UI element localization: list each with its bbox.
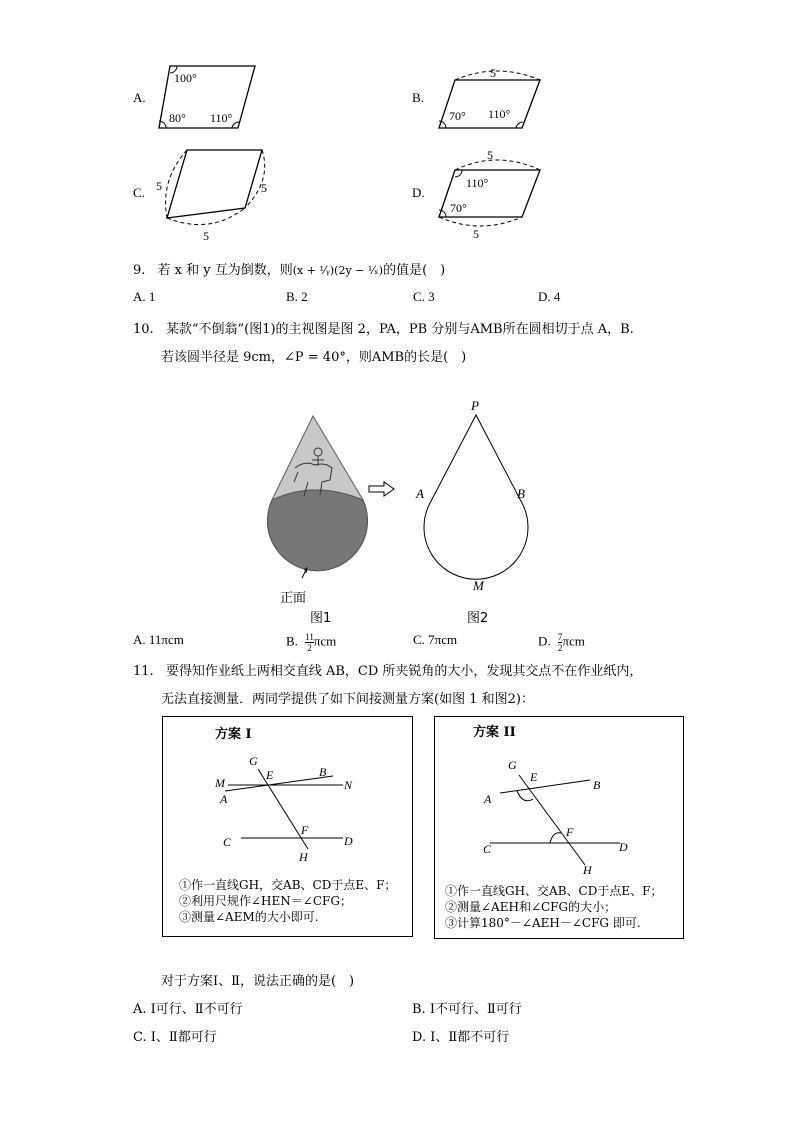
- q10-number: 10.: [133, 322, 154, 337]
- q10-figure2-caption: 图2: [467, 611, 489, 626]
- scheme2-step1: ①作一直线GH、交AB、CD于点E、F；: [445, 884, 663, 898]
- q8d-bottom-length: 5: [473, 227, 479, 240]
- q10-option-d-fraction: $\frac{7}{2}$: [557, 632, 563, 653]
- q9-number: 9.: [133, 263, 146, 278]
- q8d-top-length: 5: [487, 148, 493, 162]
- scheme1-step1: ①作一直线GH，交AB、CD于点E、F；: [179, 878, 397, 892]
- q11-question: 对于方案Ⅰ、Ⅱ，说法正确的是( ): [161, 974, 355, 989]
- svg-text:A: A: [220, 792, 228, 806]
- scheme2-title: 方案 II: [473, 725, 516, 740]
- svg-text:B: B: [593, 778, 601, 792]
- q11-option-c[interactable]: C. Ⅰ、Ⅱ都可行: [133, 1030, 217, 1045]
- q8-option-d-figure: [430, 145, 560, 240]
- svg-text:B: B: [319, 765, 327, 779]
- arrow-right-icon: [368, 481, 396, 497]
- q10-option-b-unit: πcm: [313, 633, 337, 649]
- scheme2-step2: ②测量∠AEH和∠CFG的大小；: [445, 900, 617, 914]
- q10-front-label: 正面: [280, 591, 307, 606]
- point-A: A: [416, 486, 424, 501]
- q8a-angle1: 100°: [174, 71, 197, 85]
- q11-line1: [133, 660, 642, 679]
- q10-option-d-unit: πcm: [562, 633, 585, 649]
- q10-option-b[interactable]: [286, 632, 336, 653]
- q10-figure2-drop: [410, 395, 550, 605]
- scheme1-diagram: [203, 749, 383, 869]
- q10-line2: 若该圆半径是 9cm，∠P = 40°，则AMB的长是( ): [161, 350, 467, 365]
- q8b-angle1: 70°: [449, 109, 466, 123]
- q10-line1-text: 某款“不倒翁”(图1)的主视图是图 2，PA，PB 分别与AMB所在圆相切于点 A，B.: [165, 322, 634, 337]
- point-P: P: [471, 398, 479, 413]
- svg-text:F: F: [301, 823, 309, 837]
- q10-option-b-letter: B.: [286, 633, 298, 649]
- q10-option-a[interactable]: A. 11πcm: [133, 632, 184, 647]
- svg-text:C: C: [483, 842, 492, 856]
- svg-text:G: G: [508, 758, 517, 772]
- svg-text:N: N: [344, 778, 353, 792]
- q9-option-b[interactable]: B. 2: [286, 289, 308, 304]
- q11-line1-text: 要得知作业纸上两相交直线 AB，CD 所夹锐角的大小，发现其交点不在作业纸内，: [165, 664, 643, 679]
- q9-option-d[interactable]: D. 4: [538, 289, 561, 304]
- scheme2-diagram: [475, 747, 655, 877]
- q8-option-b-letter[interactable]: B.: [412, 90, 424, 105]
- scheme2-step3: ③计算180°－∠AEH－∠CFG 即可.: [445, 916, 641, 930]
- q10-figure1-caption: 图1: [310, 611, 332, 626]
- q8c-right-length: 5: [261, 181, 267, 195]
- q9-text-post: 的值是( ): [383, 263, 446, 278]
- q8-option-c-letter[interactable]: C.: [133, 185, 145, 200]
- svg-text:H: H: [299, 850, 308, 864]
- q9-text-pre: 若 x 和 y 互为倒数，则: [157, 263, 293, 278]
- q8-option-a-figure: [150, 60, 270, 135]
- q8a-angle3: 110°: [210, 111, 233, 125]
- svg-text:D: D: [344, 834, 353, 848]
- q10-figure1-tumbler: [260, 410, 380, 610]
- q9-stem: [133, 259, 445, 278]
- q10-option-c[interactable]: C. 7πcm: [413, 632, 458, 647]
- q8-option-a-letter[interactable]: A.: [133, 90, 146, 105]
- point-M: M: [473, 578, 484, 593]
- q11-number: 11.: [133, 664, 154, 679]
- svg-text:C: C: [223, 835, 232, 849]
- q8-option-b-figure: [430, 60, 560, 135]
- q11-line2: 无法直接测量．两同学提供了如下间接测量方案(如图 1 和图2)：: [161, 692, 534, 707]
- q8c-bottom-length: 5: [203, 229, 209, 243]
- scheme2-box: [434, 716, 684, 939]
- q8b-top-length: 5: [490, 66, 496, 80]
- scheme1-steps: [179, 877, 396, 925]
- q8d-angle2: 70°: [450, 201, 467, 215]
- q8c-left-length: 5: [156, 179, 162, 193]
- svg-text:A: A: [484, 792, 492, 806]
- q11-option-b[interactable]: B. Ⅰ不可行、Ⅱ可行: [412, 1002, 522, 1017]
- q9-expression: (x + ¹⁄ᵧ)(2y − ¹⁄ₓ): [292, 264, 384, 277]
- q8b-angle2: 110°: [488, 107, 511, 121]
- scheme1-step2: ②利用尺规作∠HEN＝∠CFG；: [179, 894, 352, 908]
- scheme1-title: 方案 I: [215, 727, 252, 742]
- q8a-angle2: 80°: [169, 111, 186, 125]
- svg-text:E: E: [530, 770, 538, 784]
- q9-option-a[interactable]: A. 1: [133, 289, 156, 304]
- q11-option-a[interactable]: A. Ⅰ可行、Ⅱ不可行: [133, 1002, 243, 1017]
- q8-option-c-figure: [150, 140, 280, 245]
- q10-option-d[interactable]: [538, 632, 585, 653]
- q8d-angle1: 110°: [466, 176, 489, 190]
- q9-option-c[interactable]: C. 3: [413, 289, 435, 304]
- q10-option-b-fraction: $\frac{11}{2}$: [305, 632, 314, 653]
- svg-text:E: E: [266, 768, 274, 782]
- q8-option-d-letter[interactable]: D.: [412, 185, 425, 200]
- q11-option-d[interactable]: D. Ⅰ、Ⅱ都不可行: [412, 1030, 510, 1045]
- q10-line1: [133, 318, 634, 337]
- scheme1-box: [162, 716, 413, 937]
- q10-option-d-letter: D.: [538, 633, 551, 649]
- scheme1-step3: ③测量∠AEM的大小即可.: [179, 910, 319, 924]
- svg-text:G: G: [249, 754, 258, 768]
- point-B: B: [517, 486, 525, 501]
- svg-text:M: M: [215, 776, 225, 790]
- svg-text:D: D: [619, 840, 628, 854]
- svg-text:F: F: [566, 825, 574, 839]
- svg-text:H: H: [583, 863, 592, 877]
- scheme2-steps: [445, 883, 662, 931]
